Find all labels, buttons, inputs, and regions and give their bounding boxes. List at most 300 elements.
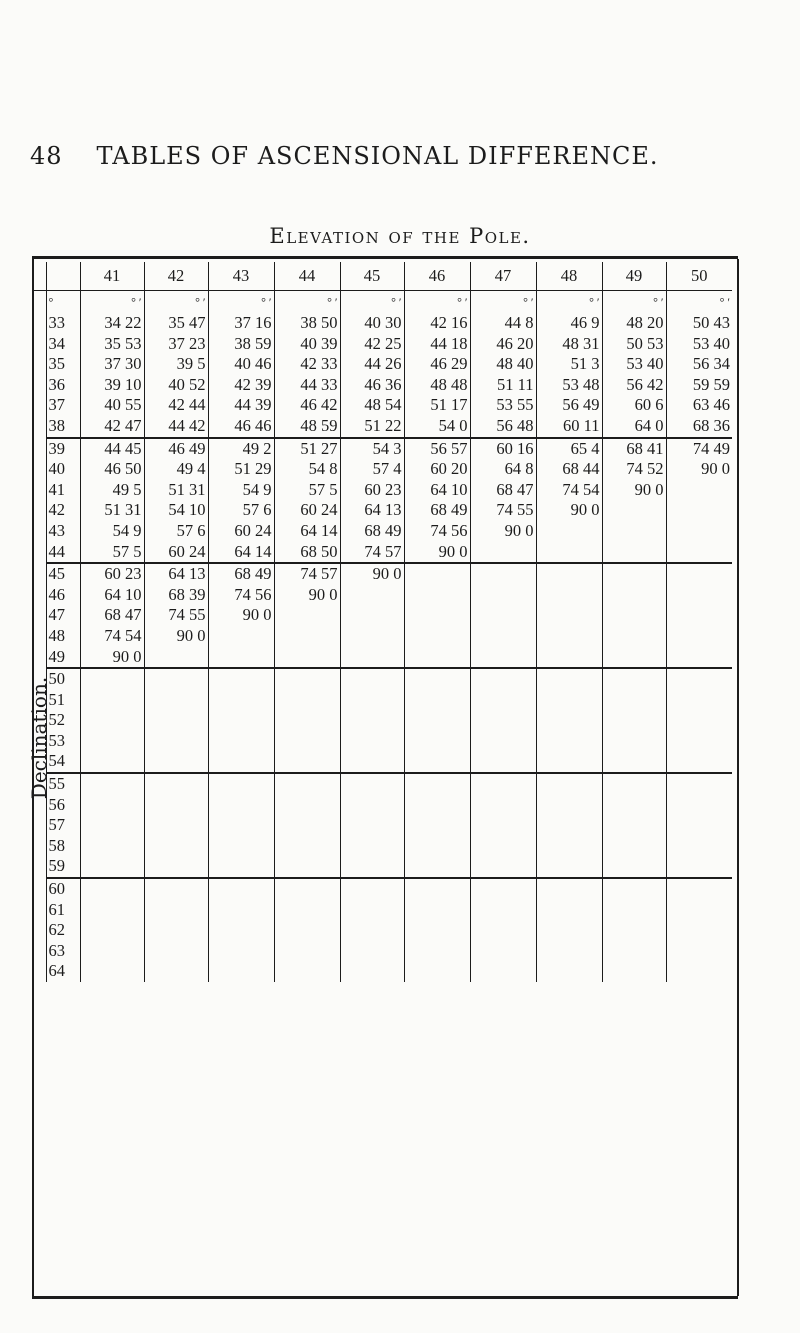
value-cell <box>536 856 602 878</box>
unit-row <box>32 291 732 314</box>
value-cell <box>470 795 536 816</box>
value-cell: 74 52 <box>602 459 666 480</box>
value-cell <box>80 856 144 878</box>
value-cell <box>208 710 274 731</box>
value-cell <box>470 731 536 752</box>
declination-cell: 44 <box>46 542 80 564</box>
value-cell: 44 42 <box>144 416 208 438</box>
value-cell <box>144 900 208 921</box>
column-header: 41 <box>80 262 144 291</box>
value-cell <box>274 836 340 857</box>
value-cell <box>602 585 666 606</box>
value-cell: 54 8 <box>274 459 340 480</box>
table-row <box>32 815 732 836</box>
unit-mark: ° ′ <box>144 291 208 314</box>
value-cell: 44 26 <box>340 354 404 375</box>
value-cell <box>340 941 404 962</box>
table-row <box>32 731 732 752</box>
value-cell: 53 40 <box>602 354 666 375</box>
value-cell <box>144 773 208 795</box>
unit-mark: ° ′ <box>404 291 470 314</box>
value-cell: 48 31 <box>536 334 602 355</box>
column-header: 46 <box>404 262 470 291</box>
value-cell: 46 36 <box>340 375 404 396</box>
value-cell <box>404 605 470 626</box>
side-cell <box>32 585 46 606</box>
column-header: 49 <box>602 262 666 291</box>
value-cell <box>666 751 732 773</box>
value-cell <box>274 690 340 711</box>
value-cell: 57 4 <box>340 459 404 480</box>
side-cell <box>32 521 46 542</box>
value-cell: 51 31 <box>144 480 208 501</box>
value-cell: 74 55 <box>144 605 208 626</box>
side-cell <box>32 500 46 521</box>
value-cell <box>602 647 666 669</box>
value-cell <box>666 480 732 501</box>
value-cell <box>470 668 536 690</box>
value-cell <box>602 941 666 962</box>
value-cell: 46 20 <box>470 334 536 355</box>
value-cell <box>404 856 470 878</box>
value-cell: 68 47 <box>470 480 536 501</box>
table-row <box>32 941 732 962</box>
declination-cell: 46 <box>46 585 80 606</box>
value-cell <box>470 878 536 900</box>
value-cell <box>602 521 666 542</box>
value-cell: 68 39 <box>144 585 208 606</box>
value-cell <box>536 731 602 752</box>
value-cell: 44 18 <box>404 334 470 355</box>
value-cell <box>470 900 536 921</box>
table-subtitle: Elevation of the Pole. <box>269 224 531 248</box>
value-cell <box>404 795 470 816</box>
column-header: 45 <box>340 262 404 291</box>
value-cell: 35 53 <box>80 334 144 355</box>
value-cell <box>144 815 208 836</box>
value-cell <box>666 961 732 982</box>
value-cell: 90 0 <box>536 500 602 521</box>
value-cell: 60 23 <box>80 563 144 585</box>
side-cell <box>32 878 46 900</box>
side-cell <box>32 605 46 626</box>
value-cell <box>536 521 602 542</box>
value-cell: 49 4 <box>144 459 208 480</box>
value-cell <box>340 961 404 982</box>
declination-cell: 55 <box>46 773 80 795</box>
value-cell <box>144 920 208 941</box>
value-cell: 42 25 <box>340 334 404 355</box>
value-cell: 57 6 <box>208 500 274 521</box>
side-cell <box>32 375 46 396</box>
value-cell <box>208 815 274 836</box>
value-cell <box>602 795 666 816</box>
value-cell: 90 0 <box>208 605 274 626</box>
declination-cell: 48 <box>46 626 80 647</box>
declination-cell: 33 <box>46 313 80 334</box>
value-cell: 64 10 <box>404 480 470 501</box>
value-cell <box>80 920 144 941</box>
value-cell <box>340 605 404 626</box>
value-cell: 42 44 <box>144 395 208 416</box>
table-row <box>32 313 732 334</box>
declination-cell: 36 <box>46 375 80 396</box>
value-cell: 90 0 <box>666 459 732 480</box>
value-cell <box>208 626 274 647</box>
value-cell: 65 4 <box>536 438 602 460</box>
value-cell <box>536 585 602 606</box>
value-cell <box>404 690 470 711</box>
value-cell <box>340 900 404 921</box>
value-cell <box>208 836 274 857</box>
side-cell <box>32 291 46 314</box>
value-cell: 35 47 <box>144 313 208 334</box>
value-cell <box>536 795 602 816</box>
declination-cell: 35 <box>46 354 80 375</box>
value-cell: 68 44 <box>536 459 602 480</box>
table-row <box>32 647 732 669</box>
unit-mark: ° ′ <box>340 291 404 314</box>
value-cell <box>536 690 602 711</box>
value-cell: 48 20 <box>602 313 666 334</box>
value-cell: 74 57 <box>274 563 340 585</box>
value-cell: 40 30 <box>340 313 404 334</box>
value-cell <box>666 900 732 921</box>
value-cell <box>404 585 470 606</box>
value-cell <box>404 668 470 690</box>
value-cell <box>274 856 340 878</box>
table-row <box>32 438 732 460</box>
value-cell <box>80 941 144 962</box>
value-cell <box>602 668 666 690</box>
table-row <box>32 900 732 921</box>
value-cell <box>144 647 208 669</box>
value-cell <box>666 815 732 836</box>
declination-cell: 34 <box>46 334 80 355</box>
value-cell: 57 5 <box>274 480 340 501</box>
value-cell <box>536 836 602 857</box>
value-cell: 51 29 <box>208 459 274 480</box>
value-cell <box>274 815 340 836</box>
side-cell <box>32 900 46 921</box>
value-cell: 37 30 <box>80 354 144 375</box>
value-cell: 90 0 <box>144 626 208 647</box>
table-row <box>32 795 732 816</box>
value-cell: 40 46 <box>208 354 274 375</box>
value-cell <box>274 941 340 962</box>
value-cell <box>602 920 666 941</box>
value-cell <box>274 961 340 982</box>
value-cell: 54 10 <box>144 500 208 521</box>
value-cell <box>602 542 666 564</box>
value-cell: 90 0 <box>80 647 144 669</box>
side-cell <box>32 856 46 878</box>
value-cell <box>470 856 536 878</box>
value-cell <box>340 647 404 669</box>
value-cell: 60 16 <box>470 438 536 460</box>
table-row <box>32 961 732 982</box>
value-cell <box>144 941 208 962</box>
value-cell: 46 42 <box>274 395 340 416</box>
value-cell <box>470 773 536 795</box>
value-cell <box>666 690 732 711</box>
value-cell <box>340 731 404 752</box>
value-cell <box>470 941 536 962</box>
value-cell: 74 54 <box>80 626 144 647</box>
value-cell <box>340 836 404 857</box>
column-header: 50 <box>666 262 732 291</box>
value-cell <box>602 731 666 752</box>
side-cell <box>32 815 46 836</box>
declination-cell: 60 <box>46 878 80 900</box>
declination-cell: 49 <box>46 647 80 669</box>
value-cell <box>208 731 274 752</box>
value-cell <box>340 668 404 690</box>
value-cell <box>666 521 732 542</box>
value-cell <box>404 941 470 962</box>
value-cell <box>340 773 404 795</box>
page-header <box>30 142 659 170</box>
value-cell <box>208 668 274 690</box>
value-cell: 38 50 <box>274 313 340 334</box>
table-row <box>32 395 732 416</box>
value-cell <box>274 900 340 921</box>
value-cell: 49 5 <box>80 480 144 501</box>
value-cell <box>404 773 470 795</box>
value-cell: 68 49 <box>404 500 470 521</box>
table-row <box>32 605 732 626</box>
value-cell <box>666 795 732 816</box>
value-cell <box>144 710 208 731</box>
value-cell <box>536 773 602 795</box>
value-cell: 46 49 <box>144 438 208 460</box>
declination-cell: 52 <box>46 710 80 731</box>
value-cell <box>470 542 536 564</box>
declination-cell: 63 <box>46 941 80 962</box>
value-cell <box>274 626 340 647</box>
side-cell <box>32 459 46 480</box>
value-cell: 37 16 <box>208 313 274 334</box>
value-cell <box>340 856 404 878</box>
value-cell <box>666 605 732 626</box>
declination-cell: 40 <box>46 459 80 480</box>
value-cell <box>404 920 470 941</box>
side-cell <box>32 480 46 501</box>
value-cell <box>470 563 536 585</box>
value-cell <box>666 542 732 564</box>
value-cell <box>666 585 732 606</box>
value-cell: 39 10 <box>80 375 144 396</box>
value-cell <box>536 920 602 941</box>
value-cell <box>144 795 208 816</box>
value-cell: 56 49 <box>536 395 602 416</box>
value-cell: 51 17 <box>404 395 470 416</box>
value-cell: 60 24 <box>144 542 208 564</box>
value-cell <box>80 668 144 690</box>
table-row <box>32 375 732 396</box>
declination-cell: 57 <box>46 815 80 836</box>
value-cell: 42 16 <box>404 313 470 334</box>
value-cell <box>666 710 732 731</box>
value-cell: 44 45 <box>80 438 144 460</box>
declination-cell: 61 <box>46 900 80 921</box>
value-cell: 90 0 <box>470 521 536 542</box>
value-cell: 68 49 <box>340 521 404 542</box>
value-cell: 49 2 <box>208 438 274 460</box>
value-cell <box>602 605 666 626</box>
value-cell <box>208 856 274 878</box>
side-cell <box>32 941 46 962</box>
unit-mark: ° ′ <box>80 291 144 314</box>
side-cell <box>32 542 46 564</box>
value-cell <box>404 815 470 836</box>
table-row <box>32 563 732 585</box>
table-row <box>32 480 732 501</box>
value-cell <box>274 668 340 690</box>
value-cell: 40 55 <box>80 395 144 416</box>
value-cell: 68 41 <box>602 438 666 460</box>
value-cell <box>274 605 340 626</box>
value-cell: 60 23 <box>340 480 404 501</box>
value-cell <box>602 836 666 857</box>
table-row <box>32 751 732 773</box>
value-cell: 39 5 <box>144 354 208 375</box>
value-cell: 60 24 <box>208 521 274 542</box>
side-cell <box>32 751 46 773</box>
side-cell <box>32 563 46 585</box>
table-body <box>32 291 732 983</box>
value-cell <box>144 690 208 711</box>
value-cell <box>602 878 666 900</box>
value-cell <box>208 795 274 816</box>
value-cell: 42 39 <box>208 375 274 396</box>
value-cell <box>144 856 208 878</box>
value-cell: 38 59 <box>208 334 274 355</box>
side-cell <box>32 668 46 690</box>
value-cell <box>80 751 144 773</box>
value-cell <box>274 731 340 752</box>
value-cell <box>536 710 602 731</box>
value-cell: 46 46 <box>208 416 274 438</box>
value-cell: 56 57 <box>404 438 470 460</box>
value-cell: 74 56 <box>404 521 470 542</box>
value-cell: 90 0 <box>340 563 404 585</box>
side-cell <box>32 920 46 941</box>
side-cell <box>32 795 46 816</box>
value-cell <box>404 626 470 647</box>
value-cell <box>470 836 536 857</box>
value-cell <box>274 795 340 816</box>
value-cell: 44 8 <box>470 313 536 334</box>
value-cell <box>666 836 732 857</box>
value-cell <box>340 710 404 731</box>
declination-cell: 42 <box>46 500 80 521</box>
value-cell: 74 54 <box>536 480 602 501</box>
side-cell <box>32 690 46 711</box>
value-cell: 42 47 <box>80 416 144 438</box>
value-cell <box>536 542 602 564</box>
declination-cell: 51 <box>46 690 80 711</box>
value-cell <box>602 751 666 773</box>
value-cell: 68 50 <box>274 542 340 564</box>
value-cell <box>602 773 666 795</box>
value-cell <box>208 773 274 795</box>
value-cell <box>536 563 602 585</box>
value-cell <box>404 878 470 900</box>
value-cell: 48 48 <box>404 375 470 396</box>
value-cell: 51 11 <box>470 375 536 396</box>
value-cell: 40 39 <box>274 334 340 355</box>
column-header: 47 <box>470 262 536 291</box>
side-cell <box>32 836 46 857</box>
value-cell: 46 50 <box>80 459 144 480</box>
value-cell: 64 0 <box>602 416 666 438</box>
value-cell <box>144 878 208 900</box>
column-header: 42 <box>144 262 208 291</box>
value-cell <box>404 836 470 857</box>
value-cell <box>340 751 404 773</box>
declination-cell: 64 <box>46 961 80 982</box>
column-header-row <box>32 262 732 291</box>
value-cell <box>144 668 208 690</box>
page-number: 48 <box>30 142 63 170</box>
value-cell: 50 43 <box>666 313 732 334</box>
table-row <box>32 459 732 480</box>
declination-cell: 37 <box>46 395 80 416</box>
value-cell: 53 55 <box>470 395 536 416</box>
table-row <box>32 521 732 542</box>
value-cell <box>666 731 732 752</box>
value-cell <box>80 815 144 836</box>
value-cell <box>536 815 602 836</box>
value-cell <box>536 878 602 900</box>
column-header: 48 <box>536 262 602 291</box>
value-cell: 54 9 <box>80 521 144 542</box>
value-cell: 53 48 <box>536 375 602 396</box>
side-cell <box>32 647 46 669</box>
table-row <box>32 878 732 900</box>
value-cell: 74 55 <box>470 500 536 521</box>
table-row <box>32 626 732 647</box>
value-cell <box>80 878 144 900</box>
value-cell: 68 49 <box>208 563 274 585</box>
value-cell <box>602 500 666 521</box>
value-cell <box>536 626 602 647</box>
value-cell <box>274 647 340 669</box>
value-cell <box>274 710 340 731</box>
value-cell <box>666 920 732 941</box>
value-cell: 34 22 <box>80 313 144 334</box>
table-row <box>32 690 732 711</box>
unit-mark: ° ′ <box>208 291 274 314</box>
value-cell <box>80 900 144 921</box>
value-cell: 51 22 <box>340 416 404 438</box>
value-cell <box>80 961 144 982</box>
table-row <box>32 856 732 878</box>
value-cell: 51 31 <box>80 500 144 521</box>
value-cell <box>536 941 602 962</box>
value-cell <box>602 815 666 836</box>
value-cell <box>470 751 536 773</box>
value-cell <box>536 961 602 982</box>
value-cell <box>602 690 666 711</box>
value-cell <box>340 795 404 816</box>
value-cell <box>340 626 404 647</box>
value-cell <box>470 710 536 731</box>
value-cell <box>536 900 602 921</box>
value-cell <box>208 920 274 941</box>
value-cell <box>666 878 732 900</box>
